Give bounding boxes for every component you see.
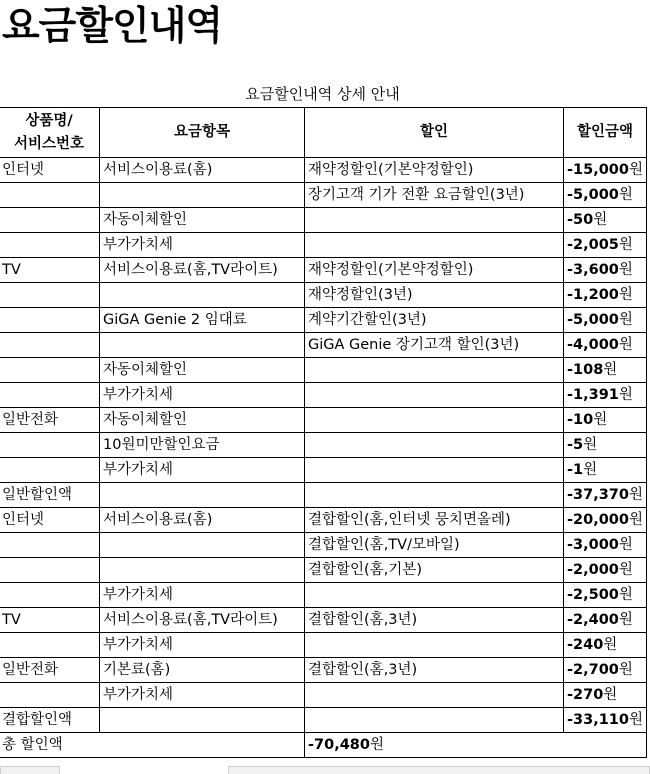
table-row (0, 308, 647, 333)
product-cell (0, 533, 100, 558)
discount-cell (305, 583, 564, 608)
discount-cell: 결합할인(홈,기본) (305, 558, 564, 583)
amount-value: -70,480 (308, 737, 370, 753)
item-cell: 자동이체할인 (100, 408, 305, 433)
table-row (0, 258, 647, 283)
amount-cell (564, 583, 647, 608)
currency-unit: 원 (628, 512, 643, 528)
table-row (0, 508, 647, 533)
table-row (0, 708, 647, 733)
currency-unit: 원 (618, 662, 633, 678)
amount-value: -3,600 (567, 262, 619, 278)
amount-value: -15,000 (567, 162, 629, 178)
discount-cell (305, 233, 564, 258)
amount-value: -1,391 (567, 387, 619, 403)
total-label: 총 할인액 (0, 733, 305, 758)
item-cell: 서비스이용료(홈) (100, 158, 305, 183)
item-cell: 10원미만할인요금 (100, 433, 305, 458)
amount-cell (564, 608, 647, 633)
currency-unit: 원 (618, 287, 633, 303)
currency-unit: 원 (583, 462, 598, 478)
discount-cell: 재약정할인(3년) (305, 283, 564, 308)
amount-value: -3,000 (567, 537, 619, 553)
amount-cell (564, 283, 647, 308)
product-cell (0, 208, 100, 233)
product-cell (0, 308, 100, 333)
amount-cell (564, 358, 647, 383)
product-cell: TV (0, 608, 100, 633)
item-cell: 서비스이용료(홈) (100, 508, 305, 533)
table-row (0, 208, 647, 233)
table-row (0, 633, 647, 658)
discount-cell: 결합할인(홈,TV/모바일) (305, 533, 564, 558)
amount-cell (564, 258, 647, 283)
table-row (0, 458, 647, 483)
currency-unit: 원 (618, 387, 633, 403)
discount-cell (305, 383, 564, 408)
item-cell (100, 333, 305, 358)
currency-unit: 원 (583, 437, 598, 453)
item-cell: 서비스이용료(홈,TV라이트) (100, 608, 305, 633)
total-row (0, 733, 647, 758)
header-discount: 할인 (305, 108, 564, 158)
amount-value: -108 (567, 362, 604, 378)
discount-cell (305, 433, 564, 458)
discount-cell: 장기고객 기가 전환 요금할인(3년) (305, 183, 564, 208)
amount-cell (564, 433, 647, 458)
table-row (0, 383, 647, 408)
discount-cell: 재약정할인(기본약정할인) (305, 158, 564, 183)
amount-cell (564, 158, 647, 183)
table-row (0, 608, 647, 633)
amount-value: -2,005 (567, 237, 619, 253)
discount-cell (305, 208, 564, 233)
discount-cell: 결합할인(홈,인터넷 뭉치면올레) (305, 508, 564, 533)
amount-cell (564, 183, 647, 208)
discount-cell: 결합할인(홈,3년) (305, 658, 564, 683)
amount-value: -33,110 (567, 712, 629, 728)
amount-value: -2,000 (567, 562, 619, 578)
table-row (0, 658, 647, 683)
item-cell: 부가가치세 (100, 458, 305, 483)
product-cell (0, 183, 100, 208)
amount-value: -5,000 (567, 187, 619, 203)
table-row (0, 158, 647, 183)
amount-value: -5,000 (567, 312, 619, 328)
currency-unit: 원 (628, 487, 643, 503)
amount-cell (564, 308, 647, 333)
discount-cell (305, 483, 564, 508)
product-cell (0, 583, 100, 608)
product-cell (0, 433, 100, 458)
product-cell: TV (0, 258, 100, 283)
page-title: 요금할인내역 (2, 4, 223, 49)
item-cell: 자동이체할인 (100, 358, 305, 383)
item-cell (100, 283, 305, 308)
amount-cell (564, 208, 647, 233)
table-body (0, 158, 647, 758)
header-item: 요금항목 (100, 108, 305, 158)
item-cell: GiGA Genie 2 임대료 (100, 308, 305, 333)
item-cell: 부가가치세 (100, 583, 305, 608)
item-cell (100, 558, 305, 583)
item-cell: 부가가치세 (100, 383, 305, 408)
amount-value: -50 (567, 212, 594, 228)
item-cell: 부가가치세 (100, 683, 305, 708)
currency-unit: 원 (628, 712, 643, 728)
currency-unit: 원 (628, 162, 643, 178)
discount-cell (305, 683, 564, 708)
amount-value: -270 (567, 687, 604, 703)
amount-value: -240 (567, 637, 604, 653)
product-cell (0, 683, 100, 708)
product-cell: 일반할인액 (0, 483, 100, 508)
item-cell (100, 533, 305, 558)
product-cell: 결합할인액 (0, 708, 100, 733)
item-cell: 부가가치세 (100, 633, 305, 658)
product-cell: 인터넷 (0, 508, 100, 533)
amount-cell (564, 383, 647, 408)
table-row (0, 283, 647, 308)
amount-value: -10 (567, 412, 594, 428)
discount-table (0, 107, 647, 758)
product-cell: 일반전화 (0, 408, 100, 433)
discount-cell: 결합할인(홈,3년) (305, 608, 564, 633)
discount-cell (305, 633, 564, 658)
amount-cell (564, 483, 647, 508)
amount-value: -20,000 (567, 512, 629, 528)
table-row (0, 183, 647, 208)
currency-unit: 원 (603, 637, 618, 653)
amount-value: -2,400 (567, 612, 619, 628)
table-caption: 요금할인내역 상세 안내 (245, 85, 400, 103)
discount-cell: 재약정할인(기본약정할인) (305, 258, 564, 283)
product-cell (0, 233, 100, 258)
product-cell (0, 558, 100, 583)
discount-cell (305, 358, 564, 383)
product-cell: 인터넷 (0, 158, 100, 183)
table-row (0, 558, 647, 583)
header-amount: 할인금액 (564, 108, 647, 158)
item-cell: 서비스이용료(홈,TV라이트) (100, 258, 305, 283)
amount-cell (564, 458, 647, 483)
amount-cell (564, 508, 647, 533)
table-row (0, 333, 647, 358)
table-row (0, 583, 647, 608)
currency-unit: 원 (618, 587, 633, 603)
amount-cell (564, 658, 647, 683)
product-cell (0, 383, 100, 408)
currency-unit: 원 (618, 237, 633, 253)
product-cell (0, 458, 100, 483)
product-cell (0, 633, 100, 658)
amount-value: -4,000 (567, 337, 619, 353)
item-cell: 기본료(홈) (100, 658, 305, 683)
amount-cell (564, 408, 647, 433)
discount-cell (305, 458, 564, 483)
table-row (0, 533, 647, 558)
product-cell (0, 283, 100, 308)
discount-cell (305, 708, 564, 733)
discount-cell (305, 408, 564, 433)
currency-unit: 원 (618, 562, 633, 578)
amount-cell (564, 333, 647, 358)
table-row (0, 358, 647, 383)
amount-value: -1 (567, 462, 584, 478)
item-cell: 부가가치세 (100, 233, 305, 258)
item-cell (100, 708, 305, 733)
discount-cell: 계약기간할인(3년) (305, 308, 564, 333)
item-cell: 자동이체할인 (100, 208, 305, 233)
amount-value: -5 (567, 437, 584, 453)
amount-cell (564, 708, 647, 733)
amount-value: -2,500 (567, 587, 619, 603)
table-row (0, 433, 647, 458)
table-row (0, 683, 647, 708)
amount-cell (564, 558, 647, 583)
table-row (0, 408, 647, 433)
currency-unit: 원 (369, 737, 384, 753)
currency-unit: 원 (618, 187, 633, 203)
currency-unit: 원 (593, 412, 608, 428)
product-cell (0, 358, 100, 383)
amount-cell (564, 633, 647, 658)
amount-cell (564, 233, 647, 258)
amount-cell (564, 683, 647, 708)
currency-unit: 원 (618, 262, 633, 278)
currency-unit: 원 (593, 212, 608, 228)
amount-cell (564, 533, 647, 558)
item-cell (100, 183, 305, 208)
currency-unit: 원 (618, 312, 633, 328)
currency-unit: 원 (603, 687, 618, 703)
currency-unit: 원 (618, 612, 633, 628)
header-product (0, 108, 100, 158)
discount-cell: GiGA Genie 장기고객 할인(3년) (305, 333, 564, 358)
table-row (0, 483, 647, 508)
total-amount (305, 733, 647, 758)
product-cell (0, 333, 100, 358)
currency-unit: 원 (618, 337, 633, 353)
item-cell (100, 483, 305, 508)
currency-unit: 원 (618, 537, 633, 553)
amount-value: -1,200 (567, 287, 619, 303)
table-row (0, 233, 647, 258)
amount-value: -37,370 (567, 487, 629, 503)
amount-value: -2,700 (567, 662, 619, 678)
table-header-row (0, 108, 647, 158)
currency-unit: 원 (603, 362, 618, 378)
header-product-label: 상품명/ 서비스번호 (13, 112, 85, 152)
product-cell: 일반전화 (0, 658, 100, 683)
